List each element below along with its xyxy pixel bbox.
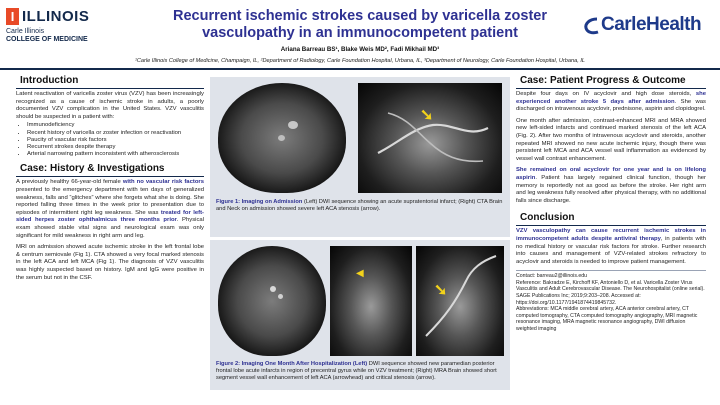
- case-history-heading: Case: History & Investigations: [16, 161, 204, 177]
- text-span: presented to the emergency department with ten days of generalized weakness, falls and “glitches” where she forgets what she is doing. She reported falling three times in the week prior to presentation due to episodes of intermittent right leg weakness. She was: [16, 186, 204, 216]
- cta-vessel-lines: [358, 83, 502, 193]
- highlight-herpes-zoster: treated for left-sided herpes zoster ophthalmicus three months prior: [16, 209, 204, 224]
- mra-vessel-lines: [416, 246, 504, 356]
- dwi-followup-scan-image: [218, 246, 326, 356]
- text-span: . Patient has largely regained clinical function, though her memory is reportedly not as good as before the stroke. Her right arm and leg weakness fully resolved after physical therapy, with no additional falls since discharge.: [516, 174, 706, 204]
- figure-1-caption: [216, 199, 504, 213]
- poster-affiliations: ¹Carle Illinois College of Medicine, Champaign, IL, ²Department of Radiology, Carle Foundation Hospital, Urbana, IL, ³Department of Neurology, Carle Foundation Hospital, Urbana, IL: [134, 58, 585, 64]
- figure-1-caption-text: (Left) DWI sequence showing an acute supratentorial infarct; (Right) CTA Brain and Neck on admission showed severe left ACA stenosis (arrow).: [216, 199, 503, 213]
- text-span: . Physical exam showed stable vital signs and neurological exam was only significant for mild weakness in right arm and leg.: [16, 217, 204, 239]
- case-history-paragraph-1: [16, 179, 204, 240]
- highlight-conclusion: VZV vasculopathy can cause recurrent ischemic strokes in immunocompetent adults despite antiviral therapy: [516, 228, 706, 242]
- highlight-oral-acyclovir: She remained on oral acyclovir for one year and is on lifelong aspirin: [516, 167, 706, 181]
- figure-1-panel: [210, 77, 510, 237]
- text-span: Despite four days on IV acyclovir and high dose steroids,: [516, 91, 696, 97]
- text-span: A previously healthy 66-year-old female: [16, 179, 123, 186]
- case-history-paragraph-2: MRI on admission showed acute ischemic stroke in the left frontal lobe & centrum semiovale (Fig 1). CTA showed a very focal marked stenosis in the left ACA and left MCA (Fig 1). The diagnosis of VZV vasculitis was highly suspected based on history. IgM and IgG were positive in the serum but not in the CSF.: [16, 244, 204, 281]
- text-span: . She was discharged on intravenous acyclovir, prednisone, aspirin and clopidogrel.: [516, 98, 706, 113]
- figure-1-caption-lead: Figure 1: Imaging on Admission: [216, 199, 303, 205]
- risk-factor-list: [27, 122, 204, 158]
- mra-axial-scan-image: [330, 246, 412, 356]
- figure-2-caption: [216, 361, 504, 383]
- introduction-heading: Introduction: [16, 73, 204, 89]
- case-progress-paragraph-1: [516, 91, 706, 114]
- list-item: • Recent history of varicella or zoster infection or reactivation: [27, 130, 204, 137]
- conclusion-text: [516, 228, 706, 266]
- mra-vessel-scan-image: [416, 246, 504, 356]
- poster-title: Recurrent ischemic strokes caused by varicella zoster vasculopathy in an immunocompetent patient: [173, 8, 547, 41]
- case-progress-heading: Case: Patient Progress & Outcome: [516, 73, 706, 89]
- illinois-wordmark: ILLINOIS: [22, 8, 90, 26]
- carle-health-wordmark: CarleHealth: [601, 14, 702, 35]
- infarct-bright-spot: [278, 135, 285, 141]
- case-progress-paragraph-3: [516, 167, 706, 205]
- carle-health-logo: [583, 10, 713, 40]
- highlight-no-risk-factors: with no vascular risk factors: [122, 179, 204, 186]
- figure-2-caption-text: DWI sequence showed new paramedian posterior frontal lobe acute infarcts in region of precentral gyrus while on VZV treatment; (Right) MRA Brain showed short segment vessel wall enhancement of left ACA (arrowhead) and critical stenosis (arrow).: [216, 361, 497, 382]
- left-column: [16, 70, 204, 282]
- illinois-block-i-icon: I: [6, 8, 19, 25]
- college-of-medicine-label: COLLEGE OF MEDICINE: [6, 36, 88, 43]
- list-item: • Recurrent strokes despite therapy: [27, 144, 204, 151]
- figure-2-panel: [210, 240, 510, 390]
- case-progress-paragraph-2: One month after admission, contrast-enhanced MRI and MRA showed new left-sided infarcts and continued marked stenosis of the left ACA (Fig. 2). After two months of intravenous acyclovir and steroids, another repeated MRI showed no new acute ischemic injury, though there was persistent left MCA and ACA vessel wall inflammation as evidenced by vessel wall contrast enhancement.: [516, 117, 706, 162]
- infarct-bright-spot: [278, 294, 283, 299]
- introduction-text: Latent reactivation of varicella zoster virus (VZV) has been increasingly recognized as a cause of ischemic stroke in adults, a poorly documented VZV complication in the United States. VZV vasculitis should be suspected in a patient with:: [16, 91, 204, 120]
- references-block: [516, 270, 706, 332]
- cta-brain-scan-image: [358, 83, 502, 193]
- stenosis-arrow-icon: ➘: [420, 107, 434, 124]
- carle-illinois-label: Carle Illinois: [6, 28, 45, 35]
- reference-line: Reference: Bakradze E, Kirchoff KF, Antoniello D, et al. Varicella Zoster Virus Vasculitis and Adult Cerebrovascular Disease. The Neurohospitalist (online serial). SAGE Publications Inc; 2019;9:203–208. Accessed at: https://doi.org/10.1177/1941874419845732.: [516, 279, 705, 306]
- illinois-logo: [6, 8, 146, 44]
- poster-header: [0, 0, 720, 70]
- infarct-bright-spot: [270, 286, 276, 292]
- list-item: • Arterial narrowing pattern inconsistent with atherosclerosis: [27, 151, 204, 158]
- infarct-bright-spot: [288, 121, 298, 129]
- abbreviations-line: Abbreviations: MCA middle cerebral artery, ACA anterior cerebral artery, CT computed tomography, CTA computed tomography angiography, MRI magnetic resonance imaging, MRA magnetic resonance angiography, DWI diffusion weighted imaging: [516, 306, 698, 333]
- list-item: • Paucity of vascular risk factors: [27, 137, 204, 144]
- conclusion-heading: Conclusion: [516, 210, 706, 226]
- poster-authors: Ariana Barreau BS¹, Blake Weis MD², Fadi Mikhail MD³: [280, 46, 440, 53]
- figure-2-caption-lead: Figure 2: Imaging One Month After Hospitalization (Left): [216, 361, 368, 367]
- dwi-brain-scan-image: [218, 83, 346, 193]
- highlight-another-stroke: she experienced another stroke 5 days after admission: [516, 91, 706, 105]
- contact-line: Contact: barreau2@illinois.edu: [516, 273, 588, 280]
- arrowhead-icon: ◀: [356, 268, 364, 279]
- right-column: [516, 70, 706, 333]
- text-span: , in patients with no medical history or vascular risk factors for stroke. Further research into causes and management of VZV-related strokes refractory to acyclovir and steroids is needed to improve patient management.: [516, 235, 706, 265]
- list-item: • Immunodeficiency: [27, 122, 204, 129]
- carle-swoosh-icon: [583, 16, 601, 36]
- critical-stenosis-arrow-icon: ➘: [434, 282, 448, 299]
